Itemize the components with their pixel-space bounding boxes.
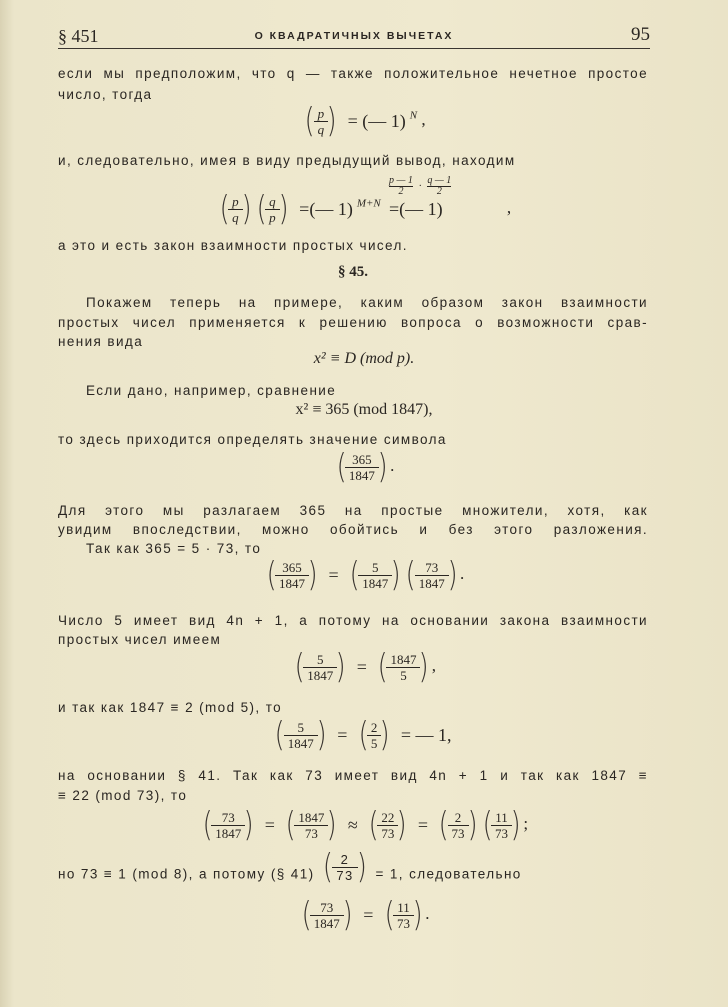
page-number: 95 [631, 24, 650, 45]
formula-symbol-365: ( $\frac{365}{1847}$ ) . [336, 447, 395, 487]
text-line: а это и есть закон взаимности простых чисел. [58, 238, 408, 253]
text-line: число, тогда [58, 87, 153, 102]
formula-5-1847: ( $\frac{5}{1847}$ ) = ( $\frac{1847}{5}$ ) , [294, 647, 436, 687]
text-line: Если дано, например, сравнение [86, 383, 337, 398]
text-line: простых чисел применяется к решению вопроса о возможности срав- [58, 315, 648, 330]
text-line: нения вида [58, 334, 144, 349]
text-line: ≡ 22 (mod 73), то [58, 788, 188, 803]
text-line-mod8: но 73 ≡ 1 (mod 8), а потому (§ 41) ( $\frac{2}{73}$ ) = 1, следовательно [58, 847, 522, 887]
header-title: О КВАДРАТИЧНЫХ ВЫЧЕТАХ [254, 30, 454, 42]
text-line: Число 5 имеет вид 4n + 1, а потому на основании закона взаимности [58, 613, 648, 628]
formula-p-over-q: ( $\frac{p}{q}$ ) = (— 1) $^N$ , [305, 101, 426, 141]
text-line: если мы предположим, что q — также положительное нечетное простое [58, 66, 648, 81]
text-line: Покажем теперь на примере, каким образом закон взаимности [86, 295, 648, 310]
formula-73-final: ( $\frac{73}{1847}$ ) = ( $\frac{11}{73}$ ) . [301, 895, 430, 935]
text-line: простых чисел имеем [58, 632, 222, 647]
text-line: то здесь приходится определять значение символа [58, 432, 447, 447]
formula-73-chain: ( $\frac{73}{1847}$ ) = ( $\frac{1847}{73}$ ) ≈ ( $\frac{22}{73}$ ) = ( $\frac{2}{73}$ ) ( $\frac{11}{73}$ ) ; [202, 805, 529, 845]
text-line: Для этого мы разлагаем 365 на простые множители, хотя, как [58, 503, 648, 518]
text-line: увидим впоследствии, можно обойтись и без этого разложения. [58, 522, 648, 537]
text-line: и, следовательно, имея в виду предыдущий вывод, находим [58, 153, 516, 168]
formula-split-365: ( $\frac{365}{1847}$ ) = ( $\frac{5}{1847}$ ) ( $\frac{73}{1847}$ ) . [266, 555, 465, 595]
text-line: на основании § 41. Так как 73 имеет вид 4n + 1 и так как 1847 ≡ [58, 768, 648, 783]
legendre-symbol: ( $\frac{p}{q}$ ) [305, 101, 337, 141]
formula-congruence-365: x² ≡ 365 (mod 1847), [295, 401, 433, 418]
formula-5-1847-eq-minus1: ( $\frac{5}{1847}$ ) = ( $\frac{2}{5}$ ) = — 1, [275, 715, 452, 755]
page-header [58, 22, 650, 49]
formula-congruence: x² ≡ D (mod p). [313, 350, 415, 367]
section-heading: § 45. [338, 264, 368, 280]
text-line: Так как 365 = 5 · 73, то [86, 541, 262, 556]
header-section: § 451 [58, 26, 99, 46]
formula-reciprocity: ( $\frac{p}{q}$ ) ( $\frac{q}{p}$ ) =(— 1) $^{M+N}$ =(— 1) p — 1 2 · q — 1 2 , [219, 174, 512, 229]
text-line: и так как 1847 ≡ 2 (mod 5), то [58, 700, 283, 715]
